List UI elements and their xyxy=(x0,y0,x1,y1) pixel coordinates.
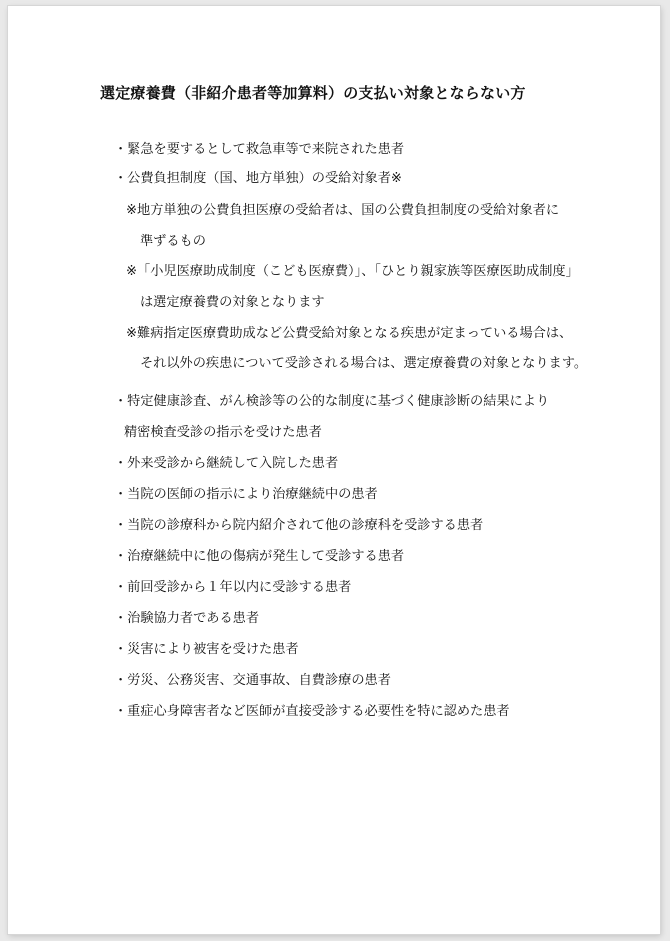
list-item-health-checkup-cont: 精密検査受診の指示を受けた患者 xyxy=(124,425,322,440)
note-intractable-disease-cont: それ以外の疾患について受診される場合は、選定療養費の対象となります。 xyxy=(140,356,588,371)
note-child-single-parent-cont: は選定療養費の対象となります xyxy=(140,295,325,310)
list-item-health-checkup: ・特定健康診査、がん検診等の公的な制度に基づく健康診断の結果により xyxy=(114,394,550,409)
list-item-internal-referral: ・当院の診療科から院内紹介されて他の診療科を受診する患者 xyxy=(114,518,484,533)
note-child-single-parent: ※「小児医療助成制度（こども医療費）」、「ひとり親家族等医療医助成制度」 xyxy=(126,264,579,279)
note-intractable-disease: ※難病指定医療費助成など公費受給対象となる疾患が定まっている場合は、 xyxy=(126,326,573,341)
list-item-other-injury: ・治療継続中に他の傷病が発生して受診する患者 xyxy=(114,549,405,564)
document-title: 選定療養費（非紹介患者等加算料）の支払い対象とならない方 xyxy=(100,84,526,102)
list-item-emergency: ・緊急を要するとして救急車等で来院された患者 xyxy=(114,142,405,157)
list-item-disaster-victim: ・災害により被害を受けた患者 xyxy=(114,642,299,657)
list-item-severe-disability: ・重症心身障害者など医師が直接受診する必要性を特に認めた患者 xyxy=(114,704,510,719)
list-item-work-accident: ・労災、公務災害、交通事故、自費診療の患者 xyxy=(114,673,391,688)
list-item-admitted-from-outpatient: ・外来受診から継続して入院した患者 xyxy=(114,456,339,471)
list-item-clinical-trial: ・治験協力者である患者 xyxy=(114,611,260,626)
list-item-within-one-year: ・前回受診から１年以内に受診する患者 xyxy=(114,580,352,595)
document-page xyxy=(8,6,660,934)
list-item-continuing-treatment: ・当院の医師の指示により治療継続中の患者 xyxy=(114,487,378,502)
note-local-public-expense: ※地方単独の公費負担医療の受給者は、国の公費負担制度の受給対象者に xyxy=(126,203,560,218)
list-item-public-expense: ・公費負担制度（国、地方単独）の受給対象者※ xyxy=(114,171,402,186)
note-local-public-expense-cont: 準ずるもの xyxy=(140,234,206,249)
